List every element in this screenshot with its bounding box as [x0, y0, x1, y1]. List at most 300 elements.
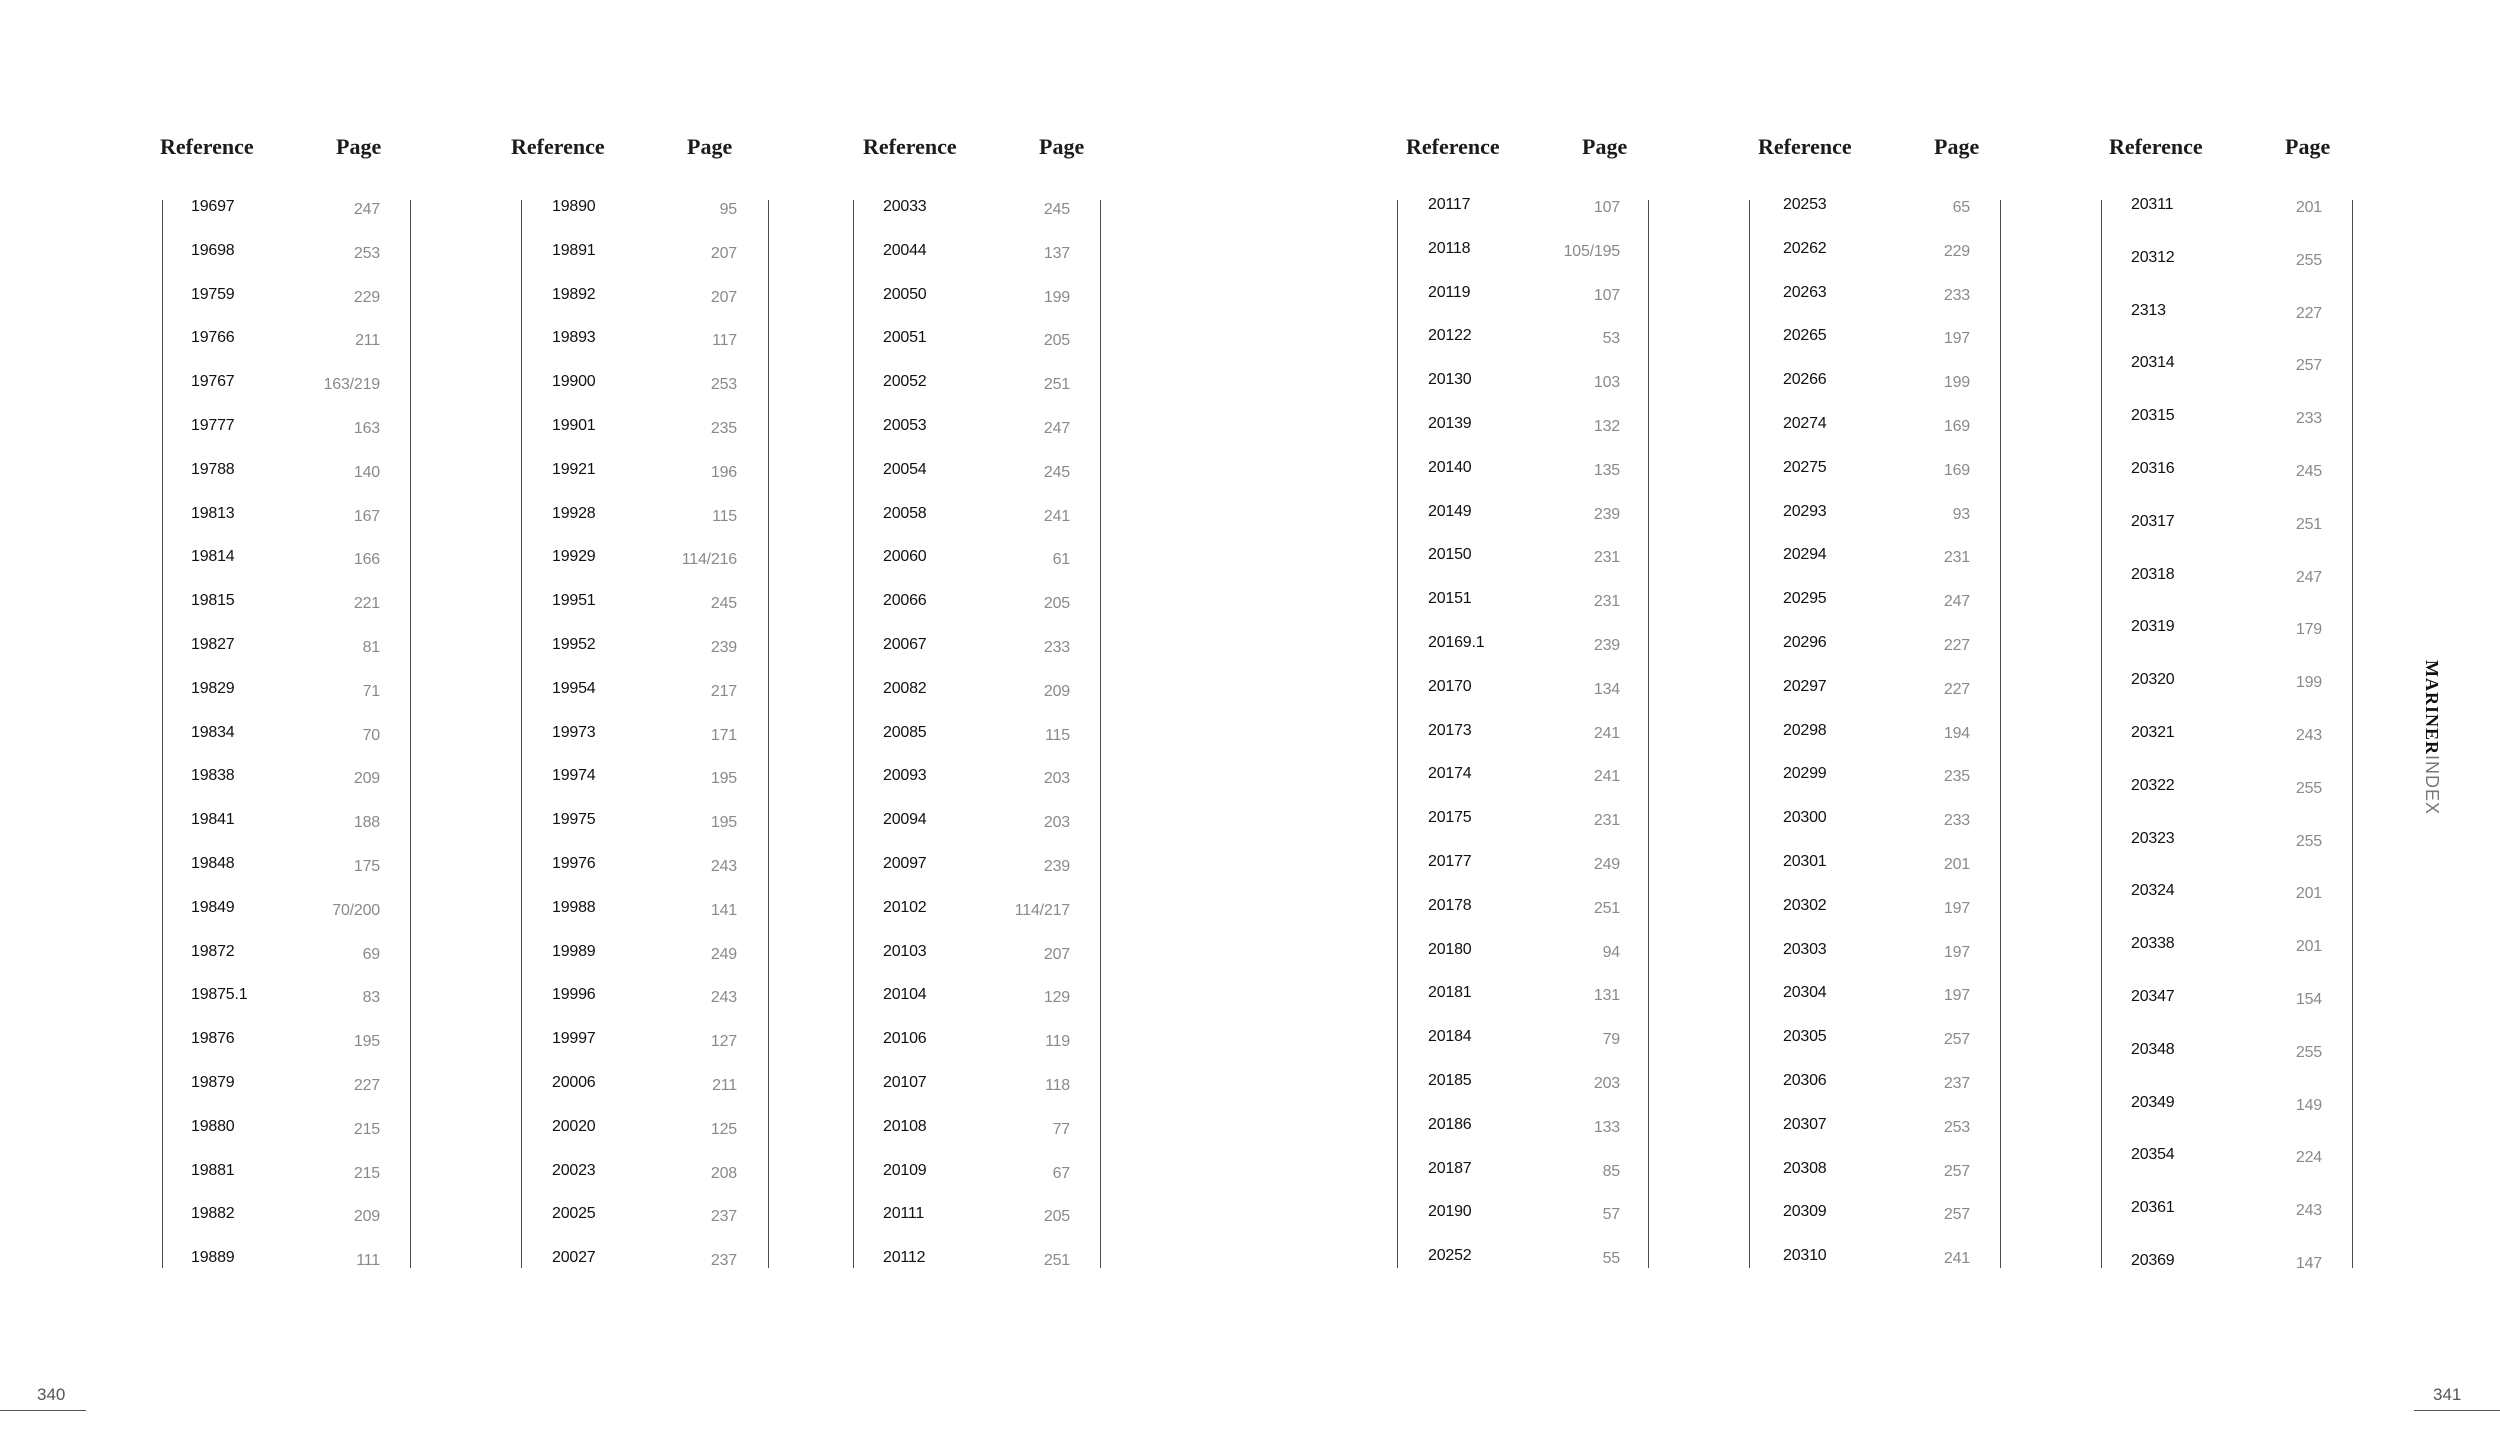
page-reference: 85	[1602, 1162, 1620, 1180]
reference-number: 19892	[552, 285, 596, 303]
reference-number: 20122	[1428, 327, 1472, 345]
reference-number: 19952	[552, 636, 596, 653]
page-reference: 209	[353, 1208, 380, 1226]
reference-number: 19954	[552, 679, 596, 697]
reference-number: 19834	[191, 723, 235, 741]
reference-number: 20067	[883, 636, 927, 653]
page-reference: 253	[710, 376, 737, 394]
page-reference: 205	[1043, 332, 1070, 350]
reference-number: 20297	[1783, 677, 1827, 695]
page-reference: 70/200	[332, 901, 380, 919]
page-reference: 253	[1943, 1118, 1970, 1136]
page-reference: 243	[710, 989, 737, 1007]
reference-number: 19814	[191, 548, 235, 566]
reference-number: 20023	[552, 1161, 596, 1179]
reference-number: 20354	[2131, 1146, 2175, 1164]
column-rule	[1749, 200, 1750, 1268]
reference-number: 19815	[191, 592, 235, 610]
reference-number: 20266	[1783, 371, 1827, 389]
reference-number: 20180	[1428, 940, 1472, 958]
reference-number: 20274	[1783, 415, 1827, 432]
page-reference: 199	[1943, 374, 1970, 392]
page-reference: 197	[1943, 899, 1970, 917]
reference-number: 20006	[552, 1074, 596, 1091]
reference-number: 19848	[191, 855, 235, 872]
page-reference: 95	[719, 201, 737, 218]
page-reference: 111	[356, 1252, 380, 1270]
page-reference: 169	[1943, 461, 1970, 479]
page-reference: 147	[2295, 1255, 2322, 1272]
column-header-reference: Reference	[1406, 134, 1500, 159]
page-reference: 195	[353, 1033, 380, 1051]
page-reference: 241	[1593, 724, 1620, 742]
reference-number: 20097	[883, 855, 927, 872]
page-reference: 117	[712, 332, 737, 350]
reference-number: 2313	[2131, 301, 2166, 319]
reference-number: 20319	[2131, 618, 2175, 636]
reference-number: 20140	[1428, 458, 1472, 476]
page-reference: 229	[353, 288, 380, 306]
page-reference: 169	[1943, 418, 1970, 435]
reference-number: 19788	[191, 460, 235, 478]
reference-number: 19951	[552, 592, 596, 610]
reference-number: 20185	[1428, 1072, 1472, 1089]
reference-number: 20307	[1783, 1115, 1827, 1133]
page-reference: 255	[2295, 779, 2322, 797]
reference-number: 20093	[883, 767, 927, 785]
page-reference: 208	[710, 1164, 737, 1182]
page-reference: 249	[1593, 856, 1620, 873]
reference-number: 20094	[883, 811, 927, 829]
column-rule	[1100, 200, 1101, 1268]
page-number-left: 340	[37, 1385, 66, 1404]
page-reference: 163/219	[323, 376, 380, 394]
page-reference: 199	[1043, 288, 1070, 306]
page-reference: 105/195	[1563, 242, 1620, 260]
page-reference: 207	[710, 288, 737, 306]
page-reference: 257	[1943, 1031, 1970, 1049]
reference-number: 20310	[1783, 1247, 1827, 1265]
page-reference: 207	[1043, 945, 1070, 963]
reference-number: 19929	[552, 548, 596, 566]
page-reference: 71	[362, 682, 380, 700]
reference-number: 20324	[2131, 882, 2175, 900]
reference-number: 19928	[552, 504, 596, 522]
page-reference: 251	[1043, 376, 1070, 394]
reference-number: 19974	[552, 767, 596, 785]
reference-number: 20103	[883, 942, 927, 960]
page-reference: 65	[1952, 199, 1970, 216]
page-reference: 209	[353, 770, 380, 788]
reference-number: 19849	[191, 898, 235, 916]
reference-number: 19813	[191, 504, 235, 522]
reference-number: 20320	[2131, 671, 2175, 689]
page-reference: 253	[353, 244, 380, 262]
reference-number: 20139	[1428, 415, 1472, 432]
reference-number: 20347	[2131, 988, 2175, 1005]
reference-number: 20184	[1428, 1028, 1472, 1046]
page-reference: 133	[1593, 1118, 1620, 1136]
reference-number: 20025	[552, 1205, 596, 1223]
page-reference: 221	[353, 595, 380, 613]
page-reference: 239	[1593, 637, 1620, 654]
page-reference: 251	[1593, 899, 1620, 917]
page-reference: 233	[1943, 286, 1970, 304]
page-reference: 257	[2295, 357, 2322, 375]
reference-number: 19829	[191, 679, 235, 697]
page-reference: 233	[1943, 812, 1970, 830]
page-reference: 247	[353, 201, 380, 218]
page-reference: 57	[1602, 1206, 1620, 1224]
reference-number: 20053	[883, 417, 927, 434]
reference-number: 20175	[1428, 809, 1472, 827]
page-reference: 235	[710, 420, 737, 437]
reference-number: 19881	[191, 1161, 235, 1179]
page-reference: 247	[1043, 420, 1070, 437]
reference-number: 20112	[883, 1249, 926, 1267]
page-reference: 241	[1943, 1250, 1970, 1268]
page-reference: 115	[712, 507, 737, 525]
page-reference: 79	[1602, 1031, 1620, 1049]
page-reference: 207	[710, 244, 737, 262]
page-reference: 257	[1943, 1206, 1970, 1224]
page-reference: 233	[1043, 639, 1070, 656]
page-reference: 205	[1043, 1208, 1070, 1226]
page-reference: 233	[2295, 410, 2322, 428]
page-reference: 217	[710, 682, 737, 700]
page-reference: 211	[712, 1077, 737, 1094]
reference-number: 20130	[1428, 371, 1472, 389]
page-reference: 239	[1043, 858, 1070, 875]
page-reference: 140	[353, 463, 380, 481]
reference-number: 19880	[191, 1117, 235, 1135]
reference-number: 20150	[1428, 546, 1472, 564]
reference-number: 20369	[2131, 1252, 2175, 1269]
page-reference: 125	[710, 1120, 737, 1138]
reference-number: 19997	[552, 1030, 596, 1048]
reference-number: 20178	[1428, 896, 1472, 914]
page-reference: 247	[1943, 593, 1970, 611]
reference-number: 20108	[883, 1117, 927, 1135]
page-reference: 197	[1943, 987, 1970, 1005]
reference-number: 20303	[1783, 940, 1827, 958]
reference-number: 20322	[2131, 776, 2175, 794]
page-reference: 131	[1593, 987, 1620, 1005]
reference-number: 20051	[883, 329, 927, 347]
reference-number: 20106	[883, 1030, 927, 1048]
reference-number: 20316	[2131, 460, 2175, 477]
page-reference: 199	[2295, 674, 2322, 692]
reference-number: 20027	[552, 1249, 596, 1267]
page-reference: 203	[1043, 770, 1070, 788]
page-reference: 215	[353, 1120, 380, 1138]
page-reference: 227	[1943, 637, 1970, 654]
page-reference: 231	[1943, 549, 1970, 567]
reference-number: 20312	[2131, 248, 2175, 266]
page-reference: 211	[355, 332, 380, 350]
page-reference: 245	[1043, 463, 1070, 481]
page-reference: 239	[710, 639, 737, 656]
page-reference: 134	[1593, 680, 1620, 698]
page-reference: 201	[2295, 938, 2322, 956]
page-reference: 227	[2295, 304, 2322, 322]
page-reference: 239	[1593, 505, 1620, 523]
page-reference: 251	[1043, 1252, 1070, 1270]
column-header-reference: Reference	[1758, 134, 1852, 159]
reference-number: 20082	[883, 679, 927, 697]
reference-number: 20151	[1428, 590, 1472, 608]
reference-number: 20107	[883, 1074, 927, 1091]
reference-number: 20315	[2131, 407, 2175, 425]
page-reference: 55	[1602, 1250, 1620, 1268]
page-reference: 197	[1943, 943, 1970, 961]
column-rule	[1648, 200, 1649, 1268]
reference-number: 19841	[191, 811, 235, 829]
reference-number: 20296	[1783, 634, 1827, 651]
page-reference: 93	[1952, 505, 1970, 523]
reference-number: 20262	[1783, 239, 1827, 257]
page-reference: 61	[1052, 551, 1070, 569]
page-reference: 255	[2295, 832, 2322, 850]
reference-number: 20044	[883, 241, 927, 259]
column-header-page: Page	[2285, 134, 2331, 159]
page-reference: 67	[1052, 1164, 1070, 1182]
reference-number: 20302	[1783, 896, 1827, 914]
page-reference: 237	[710, 1208, 737, 1226]
page-reference: 107	[1593, 286, 1620, 304]
reference-number: 19891	[552, 241, 596, 259]
reference-number: 20033	[883, 198, 927, 215]
reference-number: 19973	[552, 723, 596, 741]
reference-number: 20309	[1783, 1203, 1827, 1221]
page-reference: 245	[2295, 463, 2322, 480]
page-reference: 241	[1593, 768, 1620, 786]
reference-number: 20169.1	[1428, 634, 1485, 651]
reference-number: 19893	[552, 329, 596, 347]
section-title	[2421, 660, 2442, 815]
reference-number: 20118	[1428, 239, 1471, 257]
section-title-bold: MARINER	[2422, 660, 2442, 755]
reference-number: 19921	[552, 460, 596, 478]
reference-number: 20066	[883, 592, 927, 610]
reference-number: 19872	[191, 942, 235, 960]
reference-number: 20323	[2131, 829, 2175, 847]
reference-number: 19767	[191, 373, 235, 391]
reference-number: 19875.1	[191, 986, 248, 1004]
reference-number: 20104	[883, 986, 927, 1004]
page-reference: 201	[2295, 885, 2322, 903]
column-header-page: Page	[336, 134, 382, 159]
reference-number: 20085	[883, 723, 927, 741]
reference-number: 19996	[552, 986, 596, 1004]
reference-number: 20149	[1428, 502, 1472, 520]
reference-number: 20186	[1428, 1115, 1472, 1133]
page-reference: 149	[2295, 1096, 2322, 1114]
page-reference: 229	[1943, 242, 1970, 260]
reference-number: 20318	[2131, 565, 2175, 583]
page-reference: 137	[1043, 244, 1070, 262]
page-reference: 154	[2295, 991, 2322, 1008]
page-reference: 249	[710, 945, 737, 963]
reference-number: 19901	[552, 417, 596, 434]
reference-number: 20253	[1783, 196, 1827, 213]
page-number-right: 341	[2433, 1385, 2462, 1404]
reference-number: 19827	[191, 636, 235, 653]
reference-number: 19900	[552, 373, 596, 391]
page-reference: 203	[1043, 814, 1070, 832]
reference-number: 20275	[1783, 458, 1827, 476]
page-reference: 167	[353, 507, 380, 525]
reference-number: 19838	[191, 767, 235, 785]
reference-number: 19876	[191, 1030, 235, 1048]
page-reference: 227	[353, 1077, 380, 1094]
reference-number: 20058	[883, 504, 927, 522]
page-reference: 247	[2295, 568, 2322, 586]
reference-number: 20111	[883, 1205, 925, 1223]
column-rule	[853, 200, 854, 1268]
reference-number: 19759	[191, 285, 235, 303]
page-reference: 215	[353, 1164, 380, 1182]
reference-number: 20348	[2131, 1040, 2175, 1058]
reference-number: 19988	[552, 898, 596, 916]
reference-number: 20294	[1783, 546, 1827, 564]
page-reference: 257	[1943, 1162, 1970, 1180]
page-reference: 231	[1593, 549, 1620, 567]
reference-number: 20020	[552, 1117, 596, 1135]
reference-number: 20293	[1783, 502, 1827, 520]
reference-number: 20338	[2131, 935, 2175, 953]
reference-number: 20349	[2131, 1093, 2175, 1111]
reference-number: 19890	[552, 198, 596, 215]
page-reference: 237	[1943, 1075, 1970, 1092]
page-reference: 227	[1943, 680, 1970, 698]
reference-number: 20299	[1783, 765, 1827, 783]
reference-number: 20109	[883, 1161, 927, 1179]
page-reference: 197	[1943, 330, 1970, 348]
page-reference: 203	[1593, 1075, 1620, 1092]
reference-number: 20170	[1428, 677, 1472, 695]
page-reference: 69	[362, 945, 380, 963]
reference-number: 19697	[191, 198, 235, 215]
page-reference: 255	[2295, 1043, 2322, 1061]
reference-number: 20314	[2131, 354, 2175, 372]
page-reference: 94	[1602, 943, 1620, 961]
reference-number: 19766	[191, 329, 235, 347]
reference-number: 20263	[1783, 283, 1827, 301]
page-number-rule-right	[2414, 1410, 2500, 1411]
page-reference: 241	[1043, 507, 1070, 525]
reference-number: 19882	[191, 1205, 235, 1223]
page-reference: 201	[1943, 856, 1970, 873]
reference-number: 19989	[552, 942, 596, 960]
column-header-reference: Reference	[863, 134, 957, 159]
column-rule	[1397, 200, 1398, 1268]
section-title-light: INDEX	[2422, 755, 2442, 816]
page-reference: 255	[2295, 251, 2322, 269]
reference-number: 19889	[191, 1249, 235, 1267]
column-rule	[2101, 200, 2102, 1268]
page-reference: 224	[2295, 1149, 2322, 1167]
reference-number: 20054	[883, 460, 927, 478]
reference-number: 20295	[1783, 590, 1827, 608]
reference-number: 20301	[1783, 853, 1827, 870]
page-reference: 237	[710, 1252, 737, 1270]
page-reference: 235	[1943, 768, 1970, 786]
page-reference: 107	[1593, 199, 1620, 216]
page-reference: 243	[2295, 727, 2322, 744]
column-header-page: Page	[1582, 134, 1628, 159]
page-reference: 243	[2295, 1202, 2322, 1220]
reference-number: 19777	[191, 417, 235, 434]
page-reference: 195	[710, 770, 737, 788]
reference-number: 20306	[1783, 1072, 1827, 1089]
reference-number: 20361	[2131, 1199, 2175, 1217]
reference-number: 20174	[1428, 765, 1472, 783]
page-reference: 188	[353, 814, 380, 832]
reference-number: 20102	[883, 898, 927, 916]
reference-number: 20117	[1428, 196, 1471, 213]
page-reference: 175	[353, 858, 380, 875]
page-reference: 231	[1593, 812, 1620, 830]
reference-number: 19698	[191, 241, 235, 259]
page-reference: 115	[1045, 726, 1070, 744]
column-header-page: Page	[1934, 134, 1980, 159]
page-reference: 83	[362, 989, 380, 1007]
reference-number: 20321	[2131, 724, 2175, 741]
page-reference: 171	[710, 726, 737, 744]
reference-number: 20181	[1428, 984, 1472, 1002]
reference-number: 20300	[1783, 809, 1827, 827]
column-rule	[2352, 200, 2353, 1268]
reference-number: 19975	[552, 811, 596, 829]
reference-number: 20311	[2131, 196, 2174, 213]
page-reference: 103	[1593, 374, 1620, 392]
page-reference: 166	[353, 551, 380, 569]
page-reference: 201	[2295, 199, 2322, 216]
reference-number: 20119	[1428, 283, 1471, 301]
reference-number: 19976	[552, 855, 596, 872]
reference-number: 20060	[883, 548, 927, 566]
page-reference: 81	[362, 639, 380, 656]
page-number-rule-left	[0, 1410, 86, 1411]
page-reference: 127	[710, 1033, 737, 1051]
page-reference: 114/217	[1014, 901, 1070, 919]
page-reference: 195	[710, 814, 737, 832]
page-reference: 114/216	[681, 551, 737, 569]
page-reference: 231	[1593, 593, 1620, 611]
column-rule	[2000, 200, 2001, 1268]
reference-number: 20265	[1783, 327, 1827, 345]
reference-number: 20052	[883, 373, 927, 391]
column-rule	[521, 200, 522, 1268]
reference-number: 20173	[1428, 721, 1472, 739]
column-header-reference: Reference	[511, 134, 605, 159]
page-reference: 118	[1045, 1077, 1070, 1094]
reference-number: 20187	[1428, 1159, 1472, 1177]
reference-number: 20190	[1428, 1203, 1472, 1221]
page-reference: 194	[1943, 724, 1970, 742]
page-reference: 119	[1045, 1033, 1070, 1051]
reference-number: 20050	[883, 285, 927, 303]
reference-number: 20298	[1783, 721, 1827, 739]
page-reference: 77	[1052, 1120, 1070, 1138]
page-reference: 163	[353, 420, 380, 437]
page-reference: 141	[710, 901, 737, 919]
page-reference: 196	[710, 463, 737, 481]
reference-number: 20308	[1783, 1159, 1827, 1177]
reference-number: 20305	[1783, 1028, 1827, 1046]
page-reference: 245	[710, 595, 737, 613]
